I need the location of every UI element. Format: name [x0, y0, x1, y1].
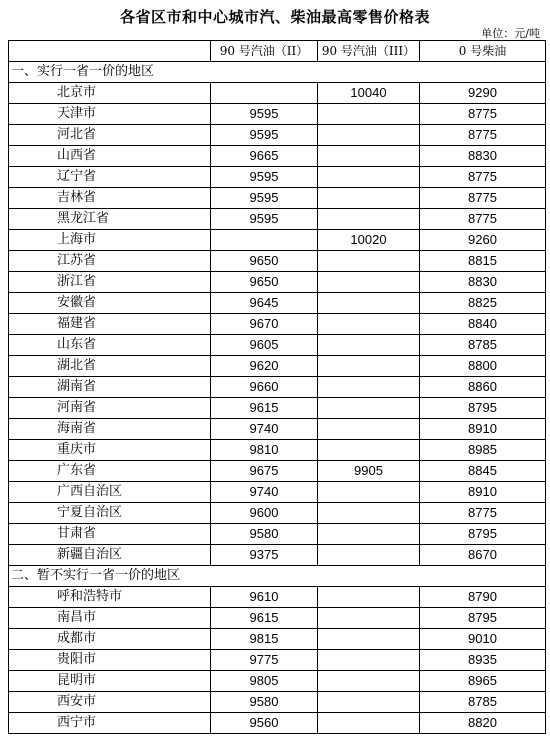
region-cell: 西宁市	[9, 713, 211, 734]
gasoline-90-ii-cell: 9595	[211, 188, 318, 209]
gasoline-90-iii-cell	[318, 440, 420, 461]
table-row	[9, 335, 546, 356]
gasoline-90-ii-cell: 9670	[211, 314, 318, 335]
region-cell: 南昌市	[9, 608, 211, 629]
unit-label: 单位：元/吨	[481, 27, 540, 40]
gasoline-90-iii-cell	[318, 650, 420, 671]
region-cell: 甘肃省	[9, 524, 211, 545]
diesel-0-cell: 8795	[420, 398, 546, 419]
table-row	[9, 650, 546, 671]
diesel-0-cell: 8775	[420, 188, 546, 209]
gasoline-90-iii-cell	[318, 629, 420, 650]
diesel-0-cell: 8985	[420, 440, 546, 461]
gasoline-90-ii-cell: 9805	[211, 671, 318, 692]
gasoline-90-iii-cell	[318, 545, 420, 566]
diesel-0-cell: 8785	[420, 335, 546, 356]
gasoline-90-ii-cell: 9580	[211, 524, 318, 545]
region-cell: 成都市	[9, 629, 211, 650]
table-row	[9, 482, 546, 503]
region-cell: 湖南省	[9, 377, 211, 398]
table-row	[9, 293, 546, 314]
table-row	[9, 125, 546, 146]
table-row	[9, 209, 546, 230]
gasoline-90-ii-cell: 9615	[211, 608, 318, 629]
gasoline-90-ii-cell: 9375	[211, 545, 318, 566]
table-row	[9, 713, 546, 734]
gasoline-90-ii-cell: 9560	[211, 713, 318, 734]
diesel-0-cell: 8775	[420, 167, 546, 188]
region-cell: 昆明市	[9, 671, 211, 692]
region-cell: 江苏省	[9, 251, 211, 272]
region-cell: 天津市	[9, 104, 211, 125]
header-diesel-0: 0 号柴油	[420, 41, 546, 62]
table-row	[9, 524, 546, 545]
diesel-0-cell: 9010	[420, 629, 546, 650]
gasoline-90-ii-cell: 9665	[211, 146, 318, 167]
gasoline-90-iii-cell	[318, 209, 420, 230]
header-gasoline-90-ii: 90 号汽油（II）	[211, 41, 318, 62]
gasoline-90-iii-cell	[318, 524, 420, 545]
diesel-0-cell: 8910	[420, 419, 546, 440]
header-row	[9, 41, 546, 62]
region-cell: 湖北省	[9, 356, 211, 377]
table-row	[9, 167, 546, 188]
diesel-0-cell: 9290	[420, 83, 546, 104]
table-row	[9, 398, 546, 419]
gasoline-90-iii-cell	[318, 251, 420, 272]
gasoline-90-ii-cell: 9660	[211, 377, 318, 398]
region-cell: 河南省	[9, 398, 211, 419]
gasoline-90-ii-cell: 9600	[211, 503, 318, 524]
table-row	[9, 272, 546, 293]
gasoline-90-iii-cell	[318, 272, 420, 293]
gasoline-90-iii-cell	[318, 713, 420, 734]
gasoline-90-iii-cell	[318, 104, 420, 125]
table-row	[9, 608, 546, 629]
gasoline-90-iii-cell	[318, 146, 420, 167]
gasoline-90-ii-cell: 9740	[211, 482, 318, 503]
fuel-price-table	[8, 40, 546, 734]
table-row	[9, 230, 546, 251]
diesel-0-cell: 8775	[420, 209, 546, 230]
gasoline-90-ii-cell: 9810	[211, 440, 318, 461]
gasoline-90-iii-cell	[318, 503, 420, 524]
region-cell: 北京市	[9, 83, 211, 104]
gasoline-90-ii-cell: 9815	[211, 629, 318, 650]
gasoline-90-iii-cell	[318, 482, 420, 503]
diesel-0-cell: 8815	[420, 251, 546, 272]
diesel-0-cell: 8775	[420, 104, 546, 125]
region-cell: 山西省	[9, 146, 211, 167]
diesel-0-cell: 8965	[420, 671, 546, 692]
table-row	[9, 440, 546, 461]
header-region	[9, 41, 211, 62]
region-cell: 安徽省	[9, 293, 211, 314]
diesel-0-cell: 9260	[420, 230, 546, 251]
region-cell: 上海市	[9, 230, 211, 251]
region-cell: 宁夏自治区	[9, 503, 211, 524]
diesel-0-cell: 8830	[420, 146, 546, 167]
diesel-0-cell: 8820	[420, 713, 546, 734]
gasoline-90-iii-cell	[318, 377, 420, 398]
table-row	[9, 188, 546, 209]
gasoline-90-iii-cell	[318, 587, 420, 608]
gasoline-90-iii-cell	[318, 167, 420, 188]
diesel-0-cell: 8775	[420, 503, 546, 524]
table-row	[9, 545, 546, 566]
region-cell: 广东省	[9, 461, 211, 482]
gasoline-90-iii-cell	[318, 419, 420, 440]
region-cell: 西安市	[9, 692, 211, 713]
table-row	[9, 503, 546, 524]
gasoline-90-ii-cell	[211, 230, 318, 251]
header-gasoline-90-iii: 90 号汽油（III）	[318, 41, 420, 62]
table-row	[9, 692, 546, 713]
gasoline-90-ii-cell: 9615	[211, 398, 318, 419]
region-cell: 重庆市	[9, 440, 211, 461]
diesel-0-cell: 8670	[420, 545, 546, 566]
gasoline-90-iii-cell	[318, 356, 420, 377]
table-row	[9, 461, 546, 482]
gasoline-90-iii-cell	[318, 125, 420, 146]
table-row	[9, 671, 546, 692]
gasoline-90-iii-cell: 9905	[318, 461, 420, 482]
gasoline-90-ii-cell: 9650	[211, 251, 318, 272]
table-row	[9, 377, 546, 398]
table-title: 各省区市和中心城市汽、柴油最高零售价格表	[119, 8, 430, 26]
region-cell: 呼和浩特市	[9, 587, 211, 608]
gasoline-90-ii-cell: 9580	[211, 692, 318, 713]
table-row	[9, 587, 546, 608]
region-cell: 浙江省	[9, 272, 211, 293]
gasoline-90-iii-cell	[318, 293, 420, 314]
section-label: 一、实行一省一价的地区	[9, 62, 546, 83]
diesel-0-cell: 8825	[420, 293, 546, 314]
gasoline-90-ii-cell: 9775	[211, 650, 318, 671]
gasoline-90-ii-cell: 9595	[211, 125, 318, 146]
table-row	[9, 104, 546, 125]
gasoline-90-ii-cell: 9595	[211, 167, 318, 188]
section-row	[9, 62, 546, 83]
region-cell: 黑龙江省	[9, 209, 211, 230]
table-row	[9, 251, 546, 272]
diesel-0-cell: 8845	[420, 461, 546, 482]
table-row	[9, 419, 546, 440]
diesel-0-cell: 8935	[420, 650, 546, 671]
gasoline-90-ii-cell: 9610	[211, 587, 318, 608]
gasoline-90-iii-cell	[318, 314, 420, 335]
gasoline-90-ii-cell: 9675	[211, 461, 318, 482]
gasoline-90-ii-cell: 9740	[211, 419, 318, 440]
table-row	[9, 629, 546, 650]
region-cell: 河北省	[9, 125, 211, 146]
gasoline-90-iii-cell	[318, 188, 420, 209]
region-cell: 福建省	[9, 314, 211, 335]
diesel-0-cell: 8790	[420, 587, 546, 608]
diesel-0-cell: 8860	[420, 377, 546, 398]
region-cell: 广西自治区	[9, 482, 211, 503]
gasoline-90-ii-cell: 9645	[211, 293, 318, 314]
region-cell: 贵阳市	[9, 650, 211, 671]
gasoline-90-iii-cell: 10040	[318, 83, 420, 104]
gasoline-90-ii-cell: 9605	[211, 335, 318, 356]
gasoline-90-iii-cell: 10020	[318, 230, 420, 251]
gasoline-90-iii-cell	[318, 671, 420, 692]
table-row	[9, 83, 546, 104]
gasoline-90-ii-cell: 9650	[211, 272, 318, 293]
diesel-0-cell: 8800	[420, 356, 546, 377]
section-label: 二、暂不实行一省一价的地区	[9, 566, 546, 587]
region-cell: 山东省	[9, 335, 211, 356]
gasoline-90-iii-cell	[318, 608, 420, 629]
diesel-0-cell: 8910	[420, 482, 546, 503]
gasoline-90-ii-cell: 9595	[211, 104, 318, 125]
diesel-0-cell: 8785	[420, 692, 546, 713]
diesel-0-cell: 8775	[420, 125, 546, 146]
table-row	[9, 314, 546, 335]
gasoline-90-iii-cell	[318, 692, 420, 713]
gasoline-90-iii-cell	[318, 335, 420, 356]
gasoline-90-ii-cell	[211, 83, 318, 104]
table-row	[9, 146, 546, 167]
diesel-0-cell: 8830	[420, 272, 546, 293]
diesel-0-cell: 8795	[420, 608, 546, 629]
region-cell: 海南省	[9, 419, 211, 440]
region-cell: 辽宁省	[9, 167, 211, 188]
gasoline-90-ii-cell: 9620	[211, 356, 318, 377]
region-cell: 吉林省	[9, 188, 211, 209]
gasoline-90-iii-cell	[318, 398, 420, 419]
gasoline-90-ii-cell: 9595	[211, 209, 318, 230]
diesel-0-cell: 8840	[420, 314, 546, 335]
table-body	[9, 62, 546, 734]
diesel-0-cell: 8795	[420, 524, 546, 545]
region-cell: 新疆自治区	[9, 545, 211, 566]
table-row	[9, 356, 546, 377]
section-row	[9, 566, 546, 587]
